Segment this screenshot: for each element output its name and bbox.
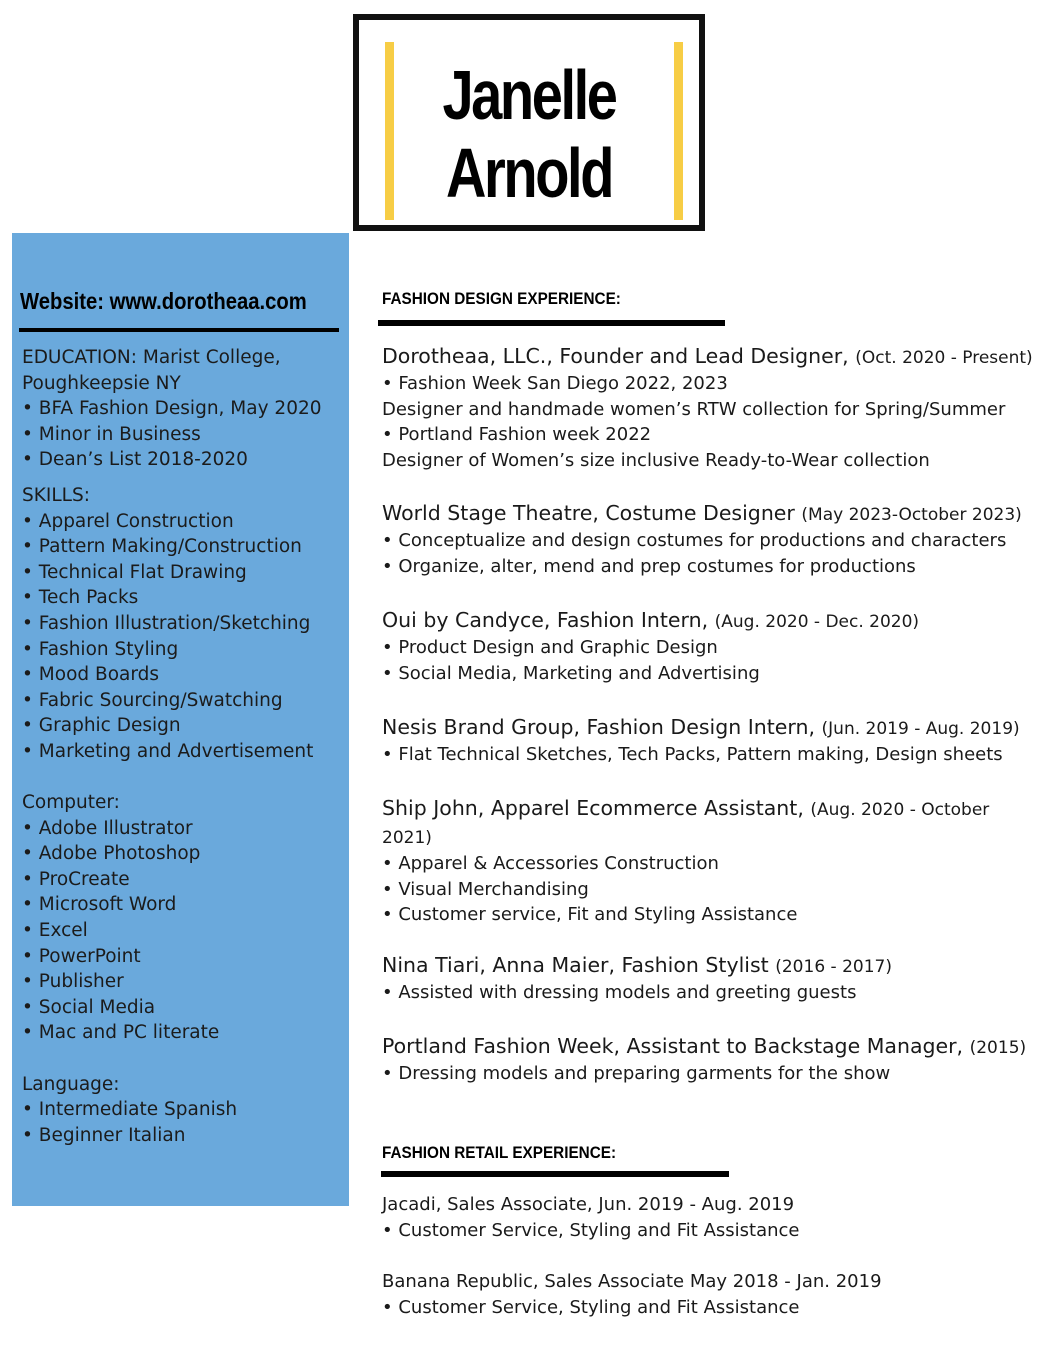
education-line: EDUCATION: Marist College, xyxy=(22,347,281,368)
job-dates: (Aug. 2020 - October 2021) xyxy=(382,800,990,848)
job-detail: • Social Media, Marketing and Advertising xyxy=(382,662,760,684)
skill-item: • Tech Packs xyxy=(22,587,139,609)
skill-item: • Fashion Styling xyxy=(22,638,179,660)
skill-item: • Pattern Making/Construction xyxy=(22,536,302,558)
computer-section xyxy=(22,790,322,1046)
job-title: Nesis Brand Group, Fashion Design Intern, xyxy=(382,715,815,739)
retail-entry xyxy=(382,1269,882,1320)
skill-item: • Fabric Sourcing/Swatching xyxy=(22,689,283,711)
skill-item: • Mood Boards xyxy=(22,664,160,686)
job-title: World Stage Theatre, Costume Designer xyxy=(382,501,795,525)
skill-item: • Marketing and Advertisement xyxy=(22,740,314,762)
job-entry xyxy=(382,795,1007,928)
job-entry xyxy=(382,952,1037,1006)
computer-item: • Microsoft Word xyxy=(22,894,177,916)
job-detail: • Apparel & Accessories Construction xyxy=(382,853,719,874)
last-name: Arnold xyxy=(445,134,613,212)
retail-entry xyxy=(382,1192,799,1243)
retail-title: Banana Republic, Sales Associate May 2018 - Jan. 2019 xyxy=(382,1271,882,1292)
job-title: Ship John, Apparel Ecommerce Assistant, xyxy=(382,796,804,820)
job-entry xyxy=(382,1033,1037,1087)
job-entry xyxy=(382,714,1037,768)
computer-item: • Adobe Photoshop xyxy=(22,843,201,865)
computer-item: • Adobe Illustrator xyxy=(22,817,193,839)
job-title: Nina Tiari, Anna Maier, Fashion Stylist xyxy=(382,953,769,977)
job-detail: • Organize, alter, mend and prep costumes for productions xyxy=(382,555,916,577)
education-line: • Dean’s List 2018-2020 xyxy=(22,449,248,471)
skill-item: • Graphic Design xyxy=(22,715,181,737)
computer-item: • ProCreate xyxy=(22,868,130,890)
job-detail: • Customer service, Fit and Styling Assistance xyxy=(382,904,798,926)
job-entry xyxy=(382,607,1037,686)
job-dates: (2015) xyxy=(969,1038,1027,1058)
computer-item: • Publisher xyxy=(22,971,124,993)
job-title: Oui by Candyce, Fashion Intern, xyxy=(382,608,709,632)
job-entry xyxy=(382,500,1037,579)
job-entry xyxy=(382,343,1037,473)
first-name: Janelle xyxy=(442,56,616,134)
computer-item: • Mac and PC literate xyxy=(22,1022,220,1044)
computer-item: • Social Media xyxy=(22,996,156,1018)
job-detail: • Dressing models and preparing garments for the show xyxy=(382,1063,891,1084)
job-dates: (Jun. 2019 - Aug. 2019) xyxy=(821,719,1020,739)
retail-heading-rule xyxy=(381,1171,729,1177)
job-detail: • Assisted with dressing models and greeting guests xyxy=(382,982,857,1003)
job-detail: • Fashion Week San Diego 2022, 2023 xyxy=(382,373,728,394)
skills-section xyxy=(22,483,322,765)
job-dates: (2016 - 2017) xyxy=(775,957,892,977)
job-title: Dorotheaa, LLC., Founder and Lead Designer, xyxy=(382,344,849,368)
skill-item: • Technical Flat Drawing xyxy=(22,561,247,583)
computer-item: • PowerPoint xyxy=(22,945,141,967)
website-link[interactable]: Website: www.dorotheaa.com xyxy=(20,288,307,314)
job-detail: • Conceptualize and design costumes for productions and characters xyxy=(382,530,1007,551)
name-header xyxy=(353,14,705,231)
retail-title: Jacadi, Sales Associate, Jun. 2019 - Aug. 2019 xyxy=(382,1194,795,1215)
job-detail: • Flat Technical Sketches, Tech Packs, Pattern making, Design sheets xyxy=(382,744,1003,765)
job-detail: • Portland Fashion week 2022 xyxy=(382,424,652,446)
job-detail: • Visual Merchandising xyxy=(382,878,589,900)
education-line: • BFA Fashion Design, May 2020 xyxy=(22,398,322,420)
sidebar xyxy=(12,233,349,1206)
job-detail: Designer of Women’s size inclusive Ready-to-Wear collection xyxy=(382,449,930,471)
language-section xyxy=(22,1072,322,1149)
computer-item: • Excel xyxy=(22,920,88,942)
job-dates: (May 2023-October 2023) xyxy=(801,505,1022,525)
job-title: Portland Fashion Week, Assistant to Backstage Manager, xyxy=(382,1034,964,1058)
design-heading-rule xyxy=(378,320,725,326)
language-heading: Language: xyxy=(22,1073,120,1095)
language-item: • Intermediate Spanish xyxy=(22,1099,238,1121)
job-dates: (Aug. 2020 - Dec. 2020) xyxy=(714,612,920,632)
retail-experience-heading: FASHION RETAIL EXPERIENCE: xyxy=(382,1143,617,1162)
education-line: Poughkeepsie NY xyxy=(22,372,181,394)
website-divider xyxy=(19,328,339,332)
skill-item: • Apparel Construction xyxy=(22,510,234,532)
retail-detail: • Customer Service, Styling and Fit Assistance xyxy=(382,1219,800,1241)
education-line: • Minor in Business xyxy=(22,423,201,445)
education-section xyxy=(22,345,322,473)
candidate-name xyxy=(393,56,665,212)
job-dates: (Oct. 2020 - Present) xyxy=(855,348,1033,368)
language-item: • Beginner Italian xyxy=(22,1124,186,1146)
design-experience-heading: FASHION DESIGN EXPERIENCE: xyxy=(382,289,621,308)
retail-detail: • Customer Service, Styling and Fit Assistance xyxy=(382,1296,800,1318)
computer-heading: Computer: xyxy=(22,792,120,814)
sidebar-content xyxy=(22,345,322,1148)
skill-item: • Fashion Illustration/Sketching xyxy=(22,612,311,634)
accent-bar-right xyxy=(674,42,683,220)
skills-heading: SKILLS: xyxy=(22,484,90,506)
job-detail: Designer and handmade women’s RTW collection for Spring/Summer xyxy=(382,398,1006,420)
job-detail: • Product Design and Graphic Design xyxy=(382,637,718,658)
